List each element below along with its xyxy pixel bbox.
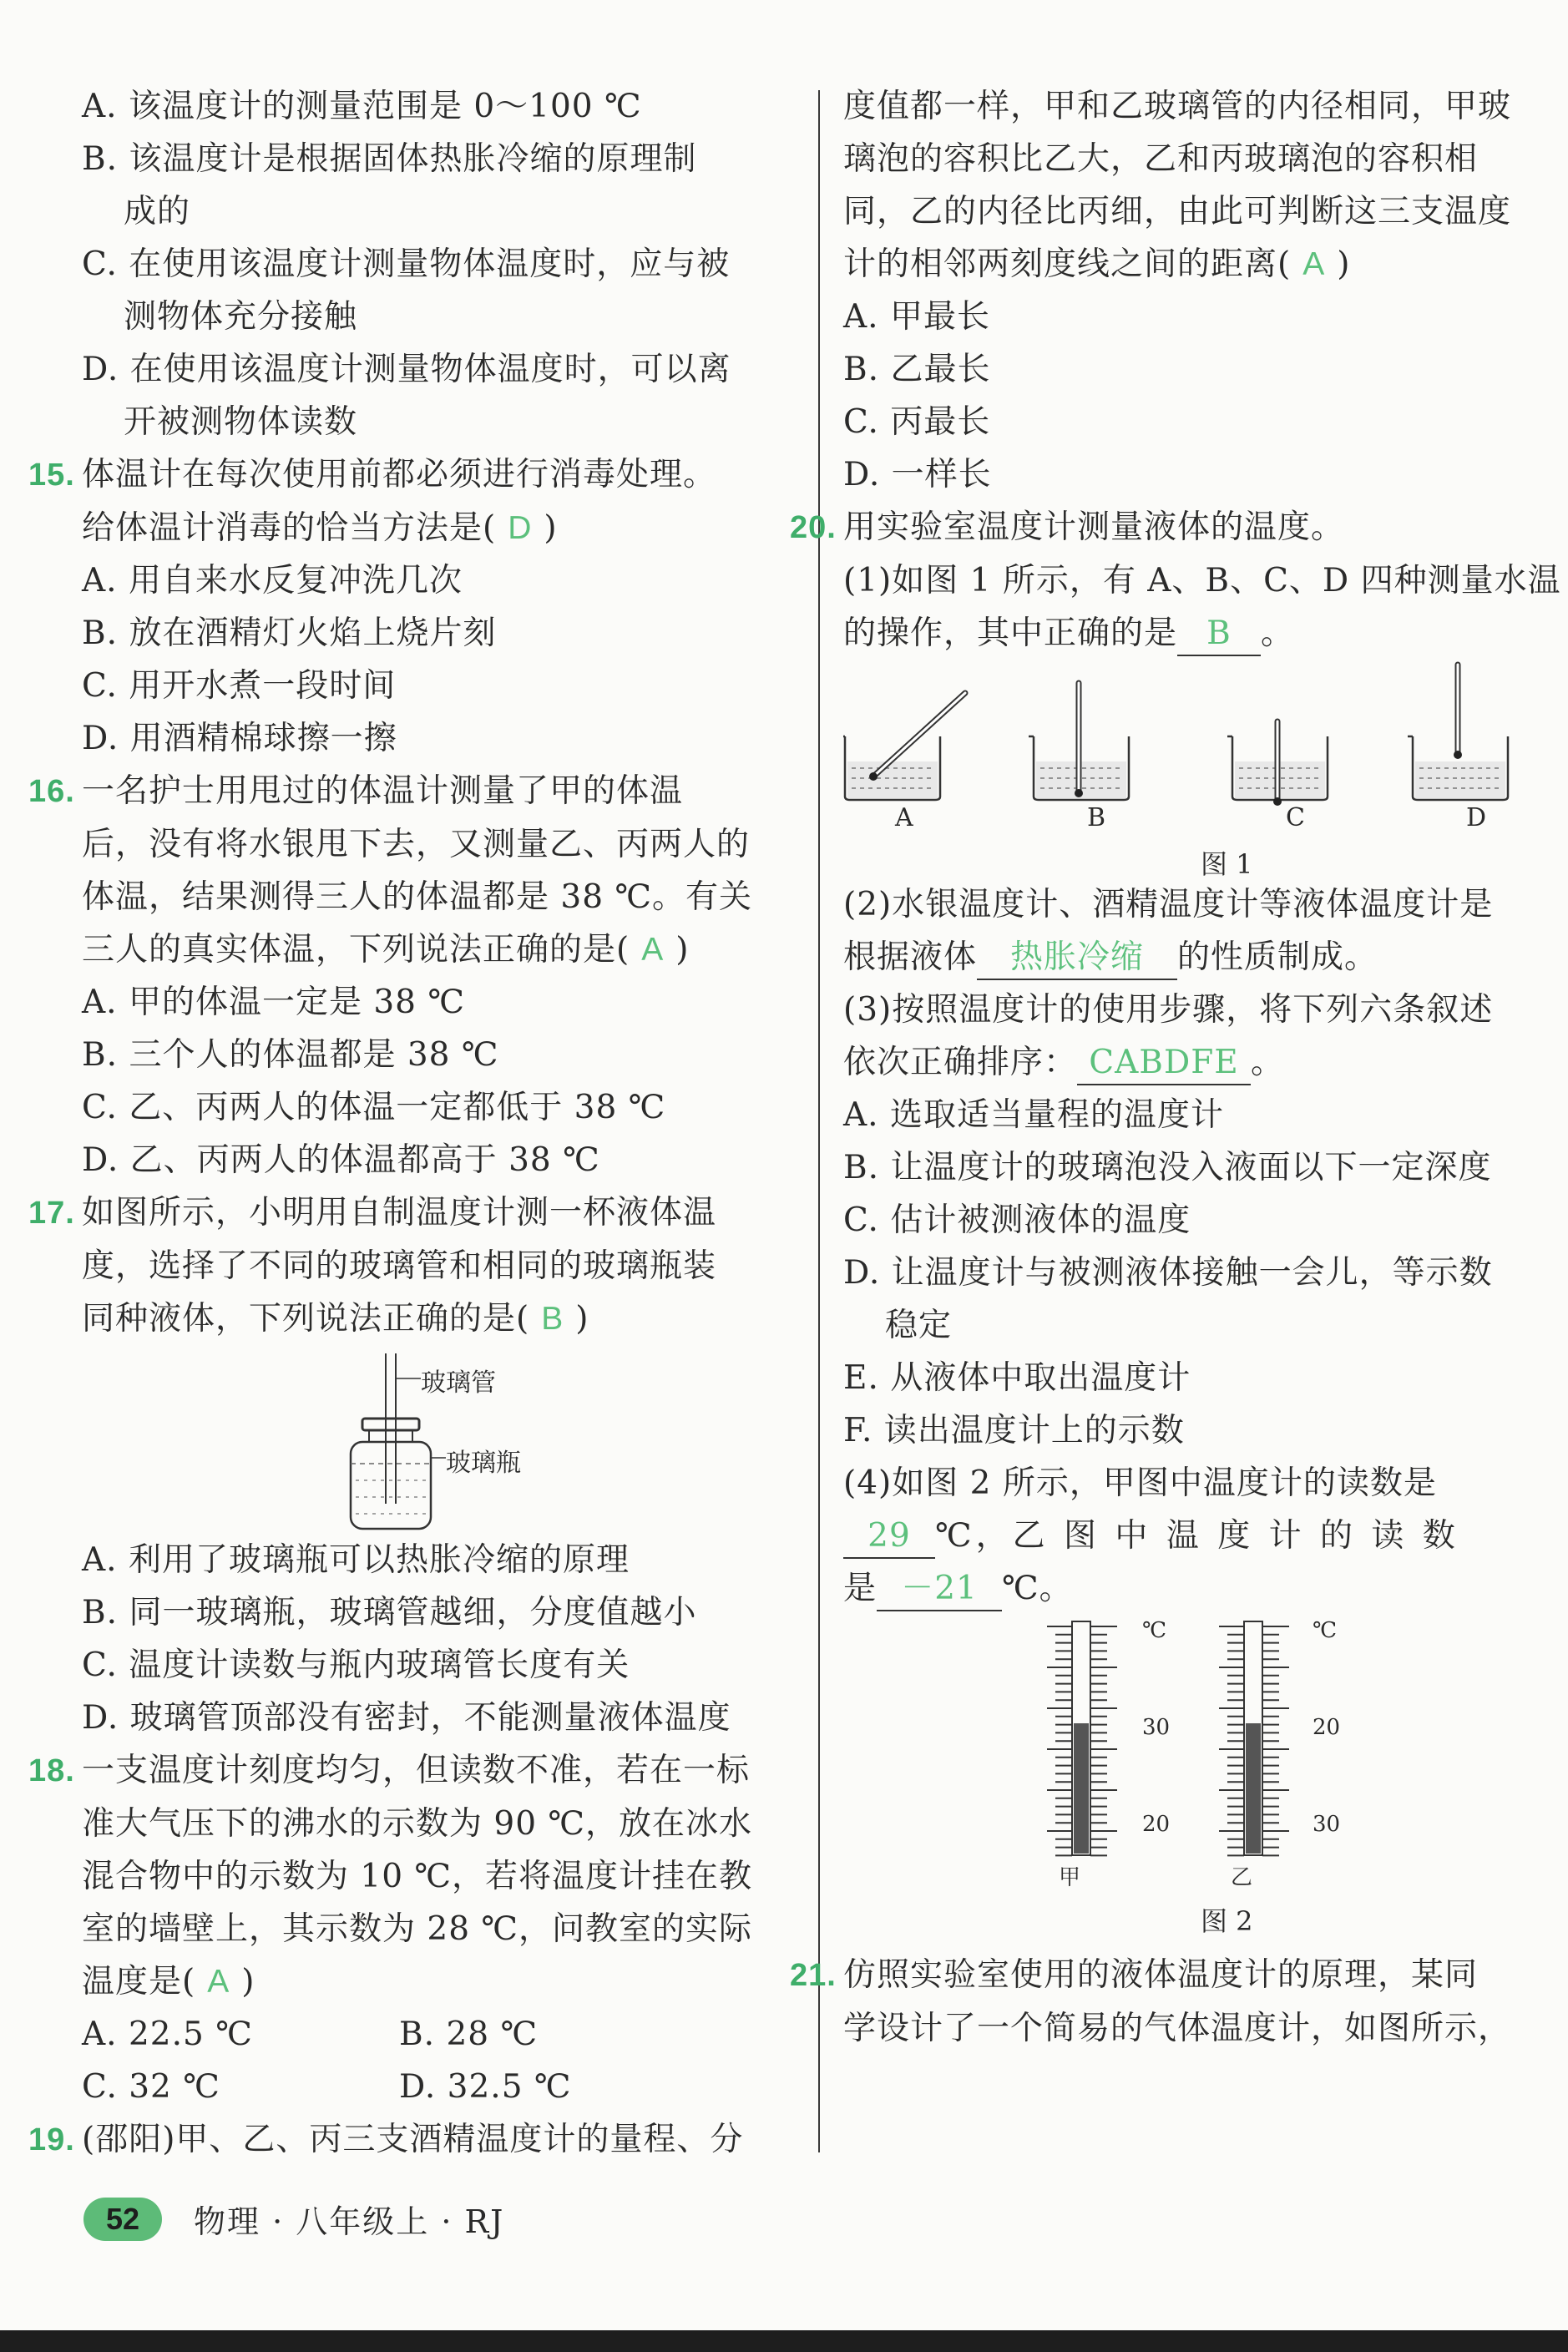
option: D. 一样长 <box>843 456 992 493</box>
page-footer <box>83 2196 504 2242</box>
fig1-label-d: D <box>1466 803 1487 832</box>
paren: ) <box>544 509 558 547</box>
question-text: 用实验室温度计测量液体的温度。 <box>843 508 1345 546</box>
option: A. 甲最长 <box>843 298 990 336</box>
question-text: 根据液体 <box>843 938 978 976</box>
step: F. 读出温度计上的示数 <box>843 1412 1185 1449</box>
thermometer-bulb <box>1273 797 1282 806</box>
option: C. 32 ℃ <box>82 2068 220 2106</box>
question-number: 18. <box>28 1753 75 1788</box>
option: C. 乙、丙两人的体温一定都低于 38 ℃ <box>82 1089 666 1126</box>
question-text: 计的相邻两刻度线之间的距离( <box>843 245 1292 283</box>
option: B. 乙最长 <box>843 351 991 388</box>
bottle-thermometer-figure <box>28 1345 800 1534</box>
answer-blank: 热胀冷缩 <box>977 937 1177 980</box>
answer-blank: －21 <box>877 1568 1002 1611</box>
option: B. 放在酒精灯火焰上烧片刻 <box>82 615 497 652</box>
answer: A <box>641 932 665 968</box>
question-16 <box>28 765 800 1186</box>
step: D. 让温度计与被测液体接触一会儿，等示数 <box>843 1254 1493 1292</box>
question-text: 依次正确排序： <box>843 1044 1078 1081</box>
option: B. 该温度计是根据固体热胀冷缩的原理制 <box>82 140 697 178</box>
right-column <box>790 80 1561 2055</box>
liquid <box>1415 761 1505 798</box>
answer: A <box>207 1964 230 2000</box>
answer-blank: CABDFE <box>1077 1042 1251 1085</box>
page-number: 52 <box>83 2198 162 2241</box>
question-text: 三人的真实体温，下列说法正确的是( <box>82 931 630 969</box>
fig1-label-a: A <box>895 803 913 832</box>
figure-1-drawing <box>843 660 1555 878</box>
step-cont: 稳定 <box>885 1307 953 1344</box>
thermometer-bulb <box>1075 789 1083 797</box>
option: A. 甲的体温一定是 38 ℃ <box>82 984 466 1021</box>
option: D. 玻璃管顶部没有密封，不能测量液体温度 <box>82 1699 731 1737</box>
question-number: 20. <box>790 510 837 545</box>
question-text: 如图所示，小明用自制温度计测一杯液体温 <box>82 1194 717 1232</box>
option: A. 用自来水反复冲洗几次 <box>82 562 463 599</box>
answer: A <box>1302 246 1326 282</box>
paren: ) <box>575 1300 589 1338</box>
question-text: 的性质制成。 <box>1177 938 1378 976</box>
question-text: (4)如图 2 所示，甲图中温度计的读数是 <box>843 1464 1437 1502</box>
answer-blank: B <box>1177 613 1261 656</box>
question-number: 16. <box>28 774 75 809</box>
question-text: 同，乙的内径比丙细，由此可判断这三支温度 <box>843 193 1512 230</box>
question-text: 仿照实验室使用的液体温度计的原理，某同 <box>843 1956 1479 1994</box>
question-20: 20. 用实验室温度计测量液体的温度。 (1)如图 1 所示，有 A、B、C、D 四种测量水温 的操作，其中正确的是 B 。 A B C D 图 1 (2)水银温度计、酒精温度计等液体温度计是 根据液体 热胀冷缩 的性质制成。 (3)按照温度计的使用步骤，将下列六条叙述 依次正确排序： CABDFE 。 A. 选取适当量程的温度计 B. 让温度计的玻璃泡没入液面以下一定深度 C. 估计被测液体的温度 D. 让温度计与被测液体接触一会儿，等示数 稳定 E. 从液体中取出温度计 F. 读出温度计上的示数 (4)如图 2 所示，甲图中温度计的读数是 29 ℃，乙 图 中 温 度 计 的 读 数 是 －21 ℃。 ℃ ℃ 30 20 20 30 甲 乙 图 2 <box>790 501 1555 1949</box>
question-text: 一支温度计刻度均匀，但读数不准，若在一标 <box>82 1752 751 1789</box>
jia-label: 甲 <box>1059 1865 1081 1890</box>
option: B. 三个人的体温都是 38 ℃ <box>82 1036 499 1074</box>
question-text: (3)按照温度计的使用步骤，将下列六条叙述 <box>843 991 1494 1029</box>
question-15 <box>28 448 800 765</box>
option-cont: 成的 <box>124 193 191 230</box>
thermometer-bulb <box>1454 751 1462 759</box>
option-cont: 测物体充分接触 <box>124 298 358 336</box>
question-number: 21. <box>790 1958 837 1993</box>
question-number: 15. <box>28 458 75 493</box>
option: C. 在使用该温度计测量物体温度时，应与被 <box>82 245 731 283</box>
question-text: 度，选择了不同的玻璃管和相同的玻璃瓶装 <box>82 1247 717 1285</box>
book-title: 物理 · 八年级上 · RJ <box>194 2203 505 2240</box>
answer: B <box>541 1301 564 1337</box>
option: B. 28 ℃ <box>399 2016 539 2053</box>
question-text: 一名护士用甩过的体温计测量了甲的体温 <box>82 772 684 810</box>
question-number: 17. <box>28 1196 75 1231</box>
jia-unit: ℃ <box>1142 1618 1167 1643</box>
step: B. 让温度计的玻璃泡没入液面以下一定深度 <box>843 1149 1492 1186</box>
question-text: 学设计了一个简易的气体温度计，如图所示， <box>843 2010 1512 2047</box>
q14-options <box>82 80 800 448</box>
bottle-thermometer-drawing <box>28 1345 746 1534</box>
paren: ) <box>675 931 690 969</box>
scan-edge <box>0 2330 1568 2352</box>
question-text: 体温计在每次使用前都必须进行消毒处理。 <box>82 456 717 493</box>
paren: ) <box>241 1963 255 2000</box>
step: A. 选取适当量程的温度计 <box>843 1096 1224 1134</box>
question-text: (1)如图 1 所示，有 A、B、C、D 四种测量水温 <box>843 562 1561 599</box>
option: A. 该温度计的测量范围是 0～100 ℃ <box>82 88 642 125</box>
yi-label: 乙 <box>1231 1865 1253 1890</box>
jia-tick-30: 30 <box>1142 1715 1171 1740</box>
question-21 <box>790 1949 1555 2055</box>
question-text: 准大气压下的沸水的示数为 90 ℃，放在冰水 <box>82 1805 753 1843</box>
yi-tick-30: 30 <box>1313 1812 1341 1837</box>
fig1-label-b: B <box>1087 803 1106 832</box>
question-text: 度值都一样，甲和乙玻璃管的内径相同，甲玻 <box>843 88 1512 125</box>
option: C. 温度计读数与瓶内玻璃管长度有关 <box>82 1646 630 1684</box>
fig2-caption: 图 2 <box>1201 1905 1253 1937</box>
option: D. 乙、丙两人的体温都高于 38 ℃ <box>82 1141 600 1179</box>
fig1-label-c: C <box>1286 803 1305 832</box>
figure-1 <box>843 660 1555 878</box>
question-text: 体温，结果测得三人的体温都是 38 ℃。有关 <box>82 878 753 916</box>
question-19 <box>28 2113 800 2167</box>
question-text: 温度是( <box>82 1963 196 2000</box>
option: B. 同一玻璃瓶，玻璃管越细，分度值越小 <box>82 1594 697 1631</box>
question-text: 给体温计消毒的恰当方法是( <box>82 509 497 547</box>
question-text: 混合物中的示数为 10 ℃，若将温度计挂在教 <box>82 1858 753 1895</box>
liquid <box>847 761 938 798</box>
question-18 <box>28 1744 800 2113</box>
tube-label: 玻璃管 <box>421 1368 496 1398</box>
question-text: 同种液体，下列说法正确的是( <box>82 1300 530 1338</box>
question-text: 后，没有将水银甩下去，又测量乙、丙两人的 <box>82 826 751 863</box>
question-text: 的操作，其中正确的是 <box>843 615 1178 652</box>
yi-tick-20: 20 <box>1313 1715 1341 1740</box>
bottle-label: 玻璃瓶 <box>446 1449 521 1478</box>
liquid-column <box>1246 1723 1261 1854</box>
yi-unit: ℃ <box>1313 1618 1338 1643</box>
option: D. 用酒精棉球擦一擦 <box>82 720 397 757</box>
question-17 <box>28 1186 800 1744</box>
question-text: 是 <box>843 1570 878 1607</box>
answer-blank: 29 <box>843 1515 935 1559</box>
option: A. 22.5 ℃ <box>82 2016 253 2053</box>
option: C. 用开水煮一段时间 <box>82 667 397 705</box>
option: A. 利用了玻璃瓶可以热胀冷缩的原理 <box>82 1541 630 1579</box>
jia-tick-20: 20 <box>1142 1812 1171 1837</box>
question-text: (2)水银温度计、酒精温度计等液体温度计是 <box>843 886 1494 923</box>
question-text: 璃泡的容积比乙大，乙和丙玻璃泡的容积相 <box>843 140 1479 178</box>
liquid-column <box>1074 1723 1089 1854</box>
left-column <box>28 80 800 2167</box>
step: C. 估计被测液体的温度 <box>843 1201 1191 1239</box>
figure-2-drawing <box>843 1615 1555 1949</box>
question-text: (邵阳)甲、乙、丙三支酒精温度计的量程、分 <box>82 2121 744 2158</box>
paren: ) <box>1337 245 1351 283</box>
fig1-caption: 图 1 <box>1201 848 1253 880</box>
question-text: ℃。 <box>1002 1570 1073 1607</box>
answer: D <box>508 510 533 546</box>
step: E. 从液体中取出温度计 <box>843 1359 1191 1397</box>
option-cont: 开被测物体读数 <box>124 403 358 441</box>
question-text: ℃，乙 图 中 温 度 计 的 读 数 <box>935 1517 1459 1555</box>
question-number: 19. <box>28 2122 75 2157</box>
question-text: 室的墙壁上，其示数为 28 ℃，问教室的实际 <box>82 1910 753 1948</box>
question-19-continued <box>843 80 1555 501</box>
figure-2 <box>843 1615 1555 1949</box>
option: C. 丙最长 <box>843 403 991 441</box>
option: D. 32.5 ℃ <box>399 2068 572 2106</box>
thermometer-bulb <box>869 772 878 781</box>
option: D. 在使用该温度计测量物体温度时，可以离 <box>82 351 731 388</box>
